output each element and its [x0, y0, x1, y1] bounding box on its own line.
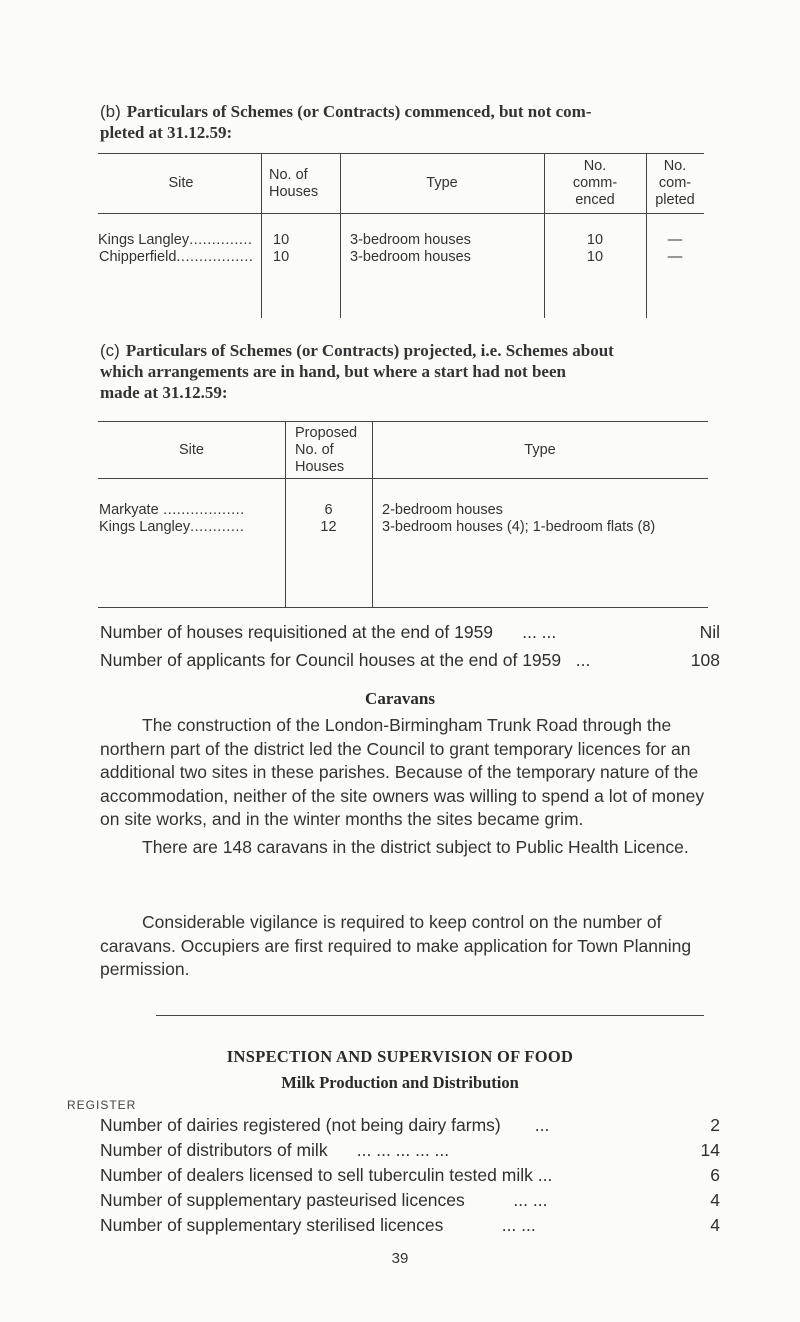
section-b-label: (b) — [100, 102, 121, 121]
register-item: Number of supplementary pasteurised licences ... ... — [100, 1190, 548, 1210]
caravans-paragraph: The construction of the London-Birmingham Trunk Road through the northern part of the district led the Council to grant temporary licences for an additional two sites in these parishes. Because of the temporary nature of the accommodation, neither of the site owners was willing to spend a lot of money on site works, and in the winter months the sites became grim. — [100, 715, 705, 829]
section-b-title-line1: Particulars of Schemes (or Contracts) commenced, but not com- — [126, 102, 592, 121]
table-c-row-type: 3-bedroom houses (4); 1-bedroom flats (8) — [382, 519, 656, 535]
table-c-header-site: Site — [179, 441, 204, 458]
table-c — [98, 422, 708, 536]
page-number: 39 — [391, 1250, 409, 1267]
table-c-header-type: Type — [524, 441, 556, 458]
summary-value: 108 — [690, 650, 720, 670]
table-b-header-site: Site — [168, 175, 194, 191]
register-value: 14 — [700, 1140, 720, 1160]
register-value: 4 — [710, 1190, 720, 1210]
section-b-title-line2: pleted at 31.12.59: — [100, 123, 233, 142]
register-label: REGISTER — [67, 1098, 137, 1112]
register-value: 6 — [710, 1165, 720, 1185]
register-value: 2 — [710, 1115, 720, 1135]
table-b-row-site: Kings Langley.............. — [98, 232, 253, 248]
register-item: Number of dealers licensed to sell tuberculin tested milk ... — [100, 1165, 553, 1185]
section-c-title-line3: made at 31.12.59: — [100, 383, 228, 402]
section-c-label: (c) — [100, 341, 120, 360]
section-c-heading — [100, 340, 760, 403]
table-c-header-houses: Proposed No. of Houses — [295, 424, 358, 475]
food-title: INSPECTION AND SUPERVISION OF FOOD — [226, 1047, 574, 1066]
section-c-title-line2: which arrangements are in hand, but where a start had not been — [100, 362, 566, 381]
section-divider — [156, 1015, 704, 1016]
table-b-row-houses: 10 — [273, 249, 290, 265]
milk-register-list — [100, 1115, 720, 1245]
caravans-paragraph: There are 148 caravans in the district subject to Public Health Licence. — [142, 837, 689, 857]
summary-value: Nil — [699, 622, 720, 642]
table-c-row-houses: 6 — [324, 502, 333, 518]
register-item: Number of supplementary sterilised licences ... ... — [100, 1215, 536, 1235]
table-b-header-completed: No. com- pleted — [655, 158, 695, 208]
register-item: Number of dairies registered (not being dairy farms) ... — [100, 1115, 550, 1135]
table-b-header-type: Type — [426, 175, 458, 191]
table-b-row-site: Chipperfield................. — [99, 249, 254, 265]
caravans-paragraph: Considerable vigilance is required to keep control on the number of caravans. Occupiers are first required to make application for Town Planning permission. — [100, 912, 692, 979]
table-b-header-commenced: No. comm- enced — [572, 158, 618, 208]
section-c-title-line1: Particulars of Schemes (or Contracts) projected, i.e. Schemes about — [125, 341, 614, 360]
table-c-bottom-rule — [98, 607, 708, 608]
table-b-header-houses: No. of Houses — [269, 166, 319, 200]
table-c-row-houses: 12 — [320, 519, 337, 535]
summary-line: Number of houses requisitioned at the end of 1959 ... ... — [100, 622, 557, 642]
register-item: Number of distributors of milk ... ... ... ... ... — [100, 1140, 450, 1160]
housing-summary — [100, 622, 720, 678]
food-subtitle: Milk Production and Distribution — [281, 1073, 519, 1092]
table-b-row-commenced: 10 — [586, 249, 604, 265]
table-c-row-site: Kings Langley............ — [99, 519, 245, 535]
table-b-row-type: 3-bedroom houses — [350, 249, 471, 265]
caravans-title: Caravans — [365, 689, 435, 708]
table-c-row-site: Markyate .................. — [99, 502, 245, 518]
table-b — [98, 154, 704, 266]
summary-line: Number of applicants for Council houses at the end of 1959 ... — [100, 650, 591, 670]
section-b-heading — [100, 101, 740, 143]
table-b-row-type: 3-bedroom houses — [350, 232, 471, 248]
table-c-row-type: 2-bedroom houses — [382, 502, 503, 518]
table-b-row-completed: — — [667, 249, 683, 265]
table-b-row-commenced: 10 — [586, 232, 604, 248]
table-b-row-houses: 10 — [273, 232, 290, 248]
register-value: 4 — [710, 1215, 720, 1235]
table-b-row-completed: — — [667, 232, 683, 248]
